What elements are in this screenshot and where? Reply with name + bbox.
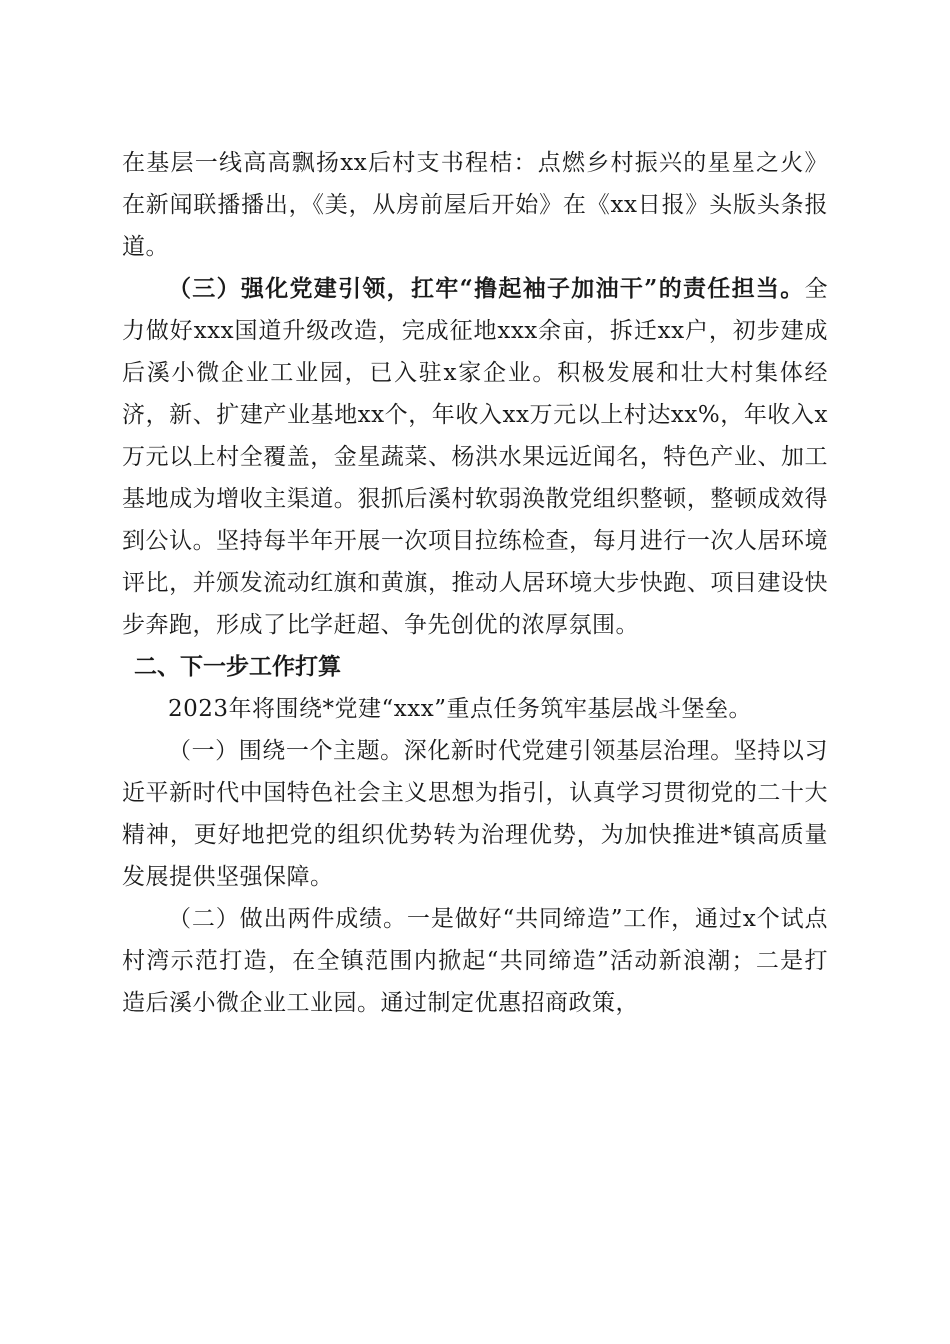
paragraph-two-achievements: （二）做出两件成绩。一是做好“共同缔造”工作，通过x个试点村湾示范打造，在全镇范围内掀起“共同缔造”活动新浪潮；二是打造后溪小微企业工业园。通过制定优惠招商政策， [122,906,828,1016]
paragraph-lead-heading: （三）强化党建引领，扛牢“撸起袖子加油干”的责任担当。 [168,275,805,302]
paragraph-one-theme: （一）围绕一个主题。深化新时代党建引领基层治理。坚持以习近平新时代中国特色社会主义思想为指引，认真学习贯彻党的二十大精神，更好地把党的组织优势转为治理优势，为加快推进*镇高质量发展提供坚强保障。 [122,738,828,890]
paragraph-2023-plan: 2023年将围绕*党建“xxx”重点任务筑牢基层战斗堡垒。 [168,696,752,722]
paragraph-continuation: 在基层一线高高飘扬xx后村支书程桔：点燃乡村振兴的星星之火》在新闻联播播出，《美，从房前屋后开始》在《xx日报》头版头条报道。 [122,150,828,260]
paragraph-body-text: 全力做好xxx国道升级改造，完成征地xxx余亩，拆迁xx户，初步建成后溪小微企业工业园，已入驻x家企业。积极发展和壮大村集体经济，新、扩建产业基地xx个，年收入xx万元以上村达xx%，年收入x万元以上村全覆盖，金星蔬菜、杨洪水果远近闻名，特色产业、加工基地成为增收主渠道。狠抓后溪村软弱涣散党组织整顿，整顿成效得到公认。坚持每半年开展一次项目拉练检查，每月进行一次人居环境评比，并颁发流动红旗和黄旗，推动人居环境大步快跑、项目建设快步奔跑，形成了比学赶超、争先创优的浓厚氛围。 [122,276,828,638]
section-heading-next-steps: 二、下一步工作打算 [134,654,341,680]
paragraph-party-building-leadership [122,268,828,646]
document-body [122,142,828,1024]
